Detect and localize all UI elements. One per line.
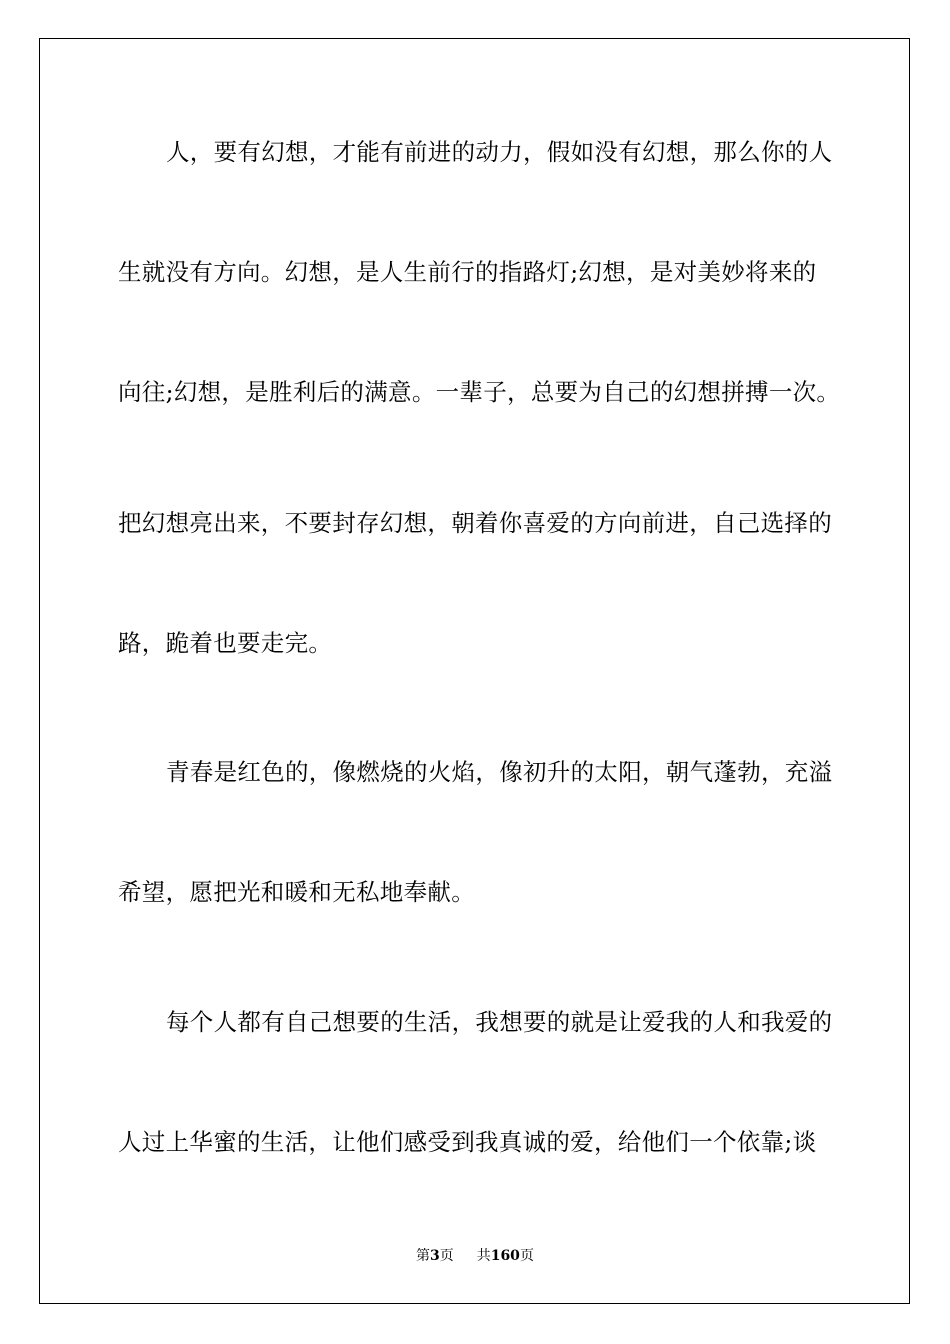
paragraph-3-line-1: 每个人都有自己想要的生活，我想要的就是让爱我的人和我爱的 [166, 1008, 833, 1036]
footer-total-pages: 160 [490, 1248, 520, 1264]
paragraph-2-line-2: 希望，愿把光和暖和无私地奉献。 [118, 878, 475, 906]
footer-total-suffix: 页 [519, 1248, 534, 1264]
paragraph-3-line-2: 人过上华蜜的生活，让他们感受到我真诚的爱，给他们一个依靠;谈 [118, 1128, 817, 1156]
paragraph-1-line-2: 生就没有方向。幻想，是人生前行的指路灯;幻想，是对美妙将来的 [118, 258, 817, 286]
page-border [39, 38, 910, 1304]
paragraph-2-line-1: 青春是红色的，像燃烧的火焰，像初升的太阳，朝气蓬勃，充溢 [166, 758, 833, 786]
footer-page-prefix: 第 [416, 1248, 431, 1264]
footer-total-prefix: 共 [476, 1248, 491, 1264]
paragraph-1-line-4: 把幻想亮出来，不要封存幻想，朝着你喜爱的方向前进，自己选择的 [118, 509, 832, 537]
page-footer [0, 1247, 950, 1265]
paragraph-1-line-5: 路，跪着也要走完。 [118, 629, 333, 657]
paragraph-1-line-3: 向往;幻想，是胜利后的满意。一辈子，总要为自己的幻想拼搏一次。 [118, 378, 841, 406]
paragraph-1-line-1: 人，要有幻想，才能有前进的动力，假如没有幻想，那么你的人 [166, 138, 833, 166]
footer-page-number: 3 [430, 1248, 440, 1264]
footer-page-suffix: 页 [439, 1248, 454, 1264]
